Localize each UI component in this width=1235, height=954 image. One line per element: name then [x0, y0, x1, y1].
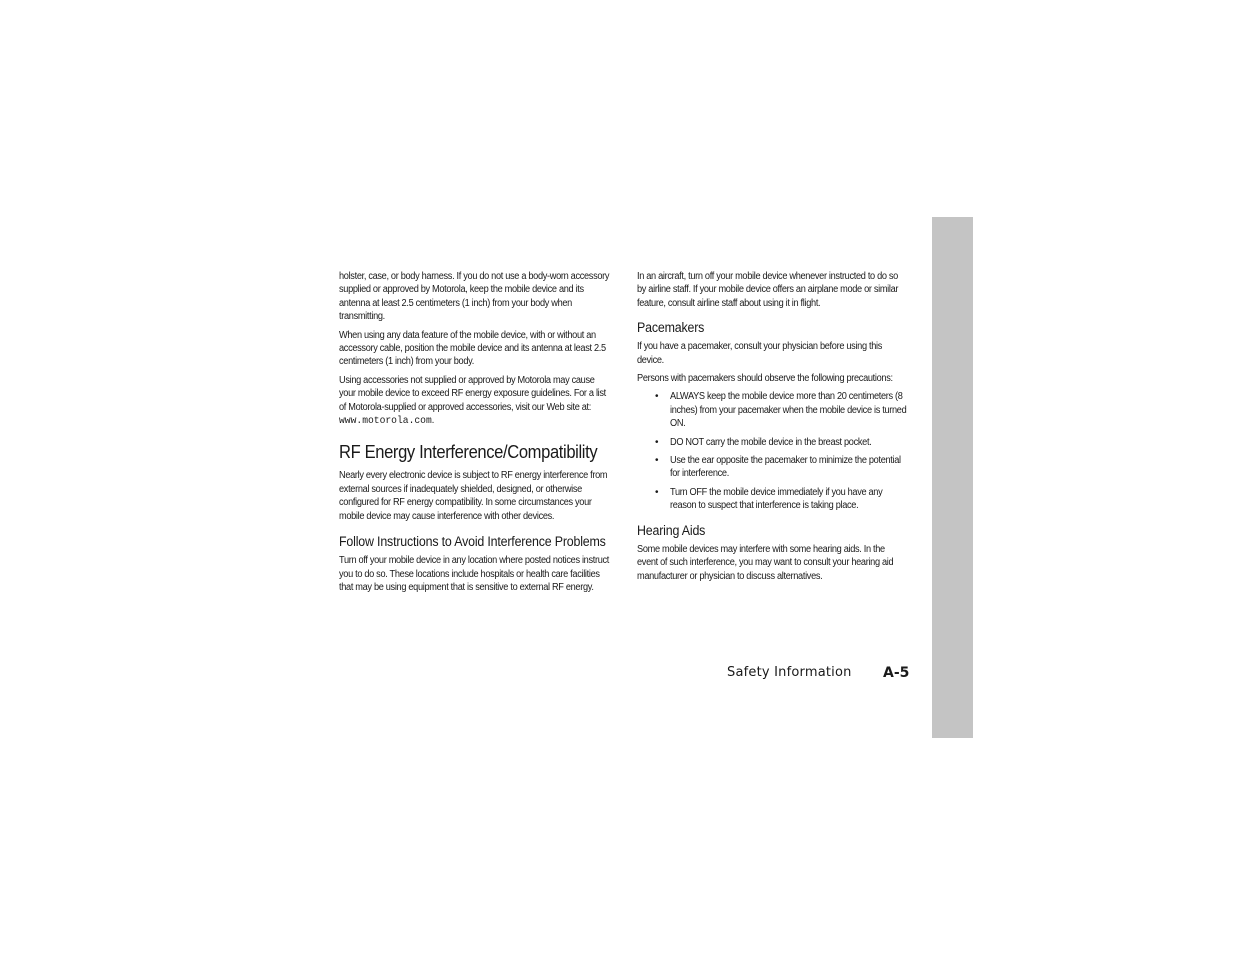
list-item: [637, 454, 907, 481]
bullet-icon: •: [655, 391, 659, 403]
list-item: [637, 390, 907, 430]
list-item-text: Turn OFF the mobile device immediately if you have any reason to suspect that interference is taking place.: [670, 486, 883, 512]
list-item: [637, 486, 907, 513]
pacemakers-heading: Pacemakers: [637, 320, 705, 336]
section-heading: RF Energy Interference/Compatibility: [339, 442, 598, 463]
right-column: [637, 270, 907, 588]
bullet-icon: •: [655, 455, 659, 467]
list-item-text: ALWAYS keep the mobile device more than 20 centimeters (8 inches) from your pacemaker when the mobile device is turned ON.: [670, 391, 907, 430]
section-tab-marker: [932, 217, 973, 738]
list-item: [637, 436, 907, 449]
body-paragraph: Turn off your mobile device in any location where posted notices instruct you to do so. These locations include hospitals or health care facilities that may be using equipment that is sensitive to external RF energy.: [339, 555, 610, 593]
body-text: Using accessories not supplied or approved by Motorola may cause your mobile device to exceed RF energy exposure guidelines. For a list of Motorola-supplied or approved accessories, visit our Web site at:: [339, 374, 606, 413]
list-item-text: Use the ear opposite the pacemaker to minimize the potential for interference.: [670, 455, 901, 480]
body-paragraph: If you have a pacemaker, consult your physician before using this device.: [637, 341, 883, 366]
period: .: [431, 415, 435, 427]
precautions-list: [637, 390, 907, 512]
body-paragraph: In an aircraft, turn off your mobile device whenever instructed to do so by airline staff. If your mobile device offers an airplane mode or similar feature, consult airline staff about using it in flight.: [637, 271, 899, 309]
body-paragraph: Persons with pacemakers should observe the following precautions:: [637, 373, 893, 385]
subsection-heading: Follow Instructions to Avoid Interference Problems: [339, 534, 606, 550]
body-paragraph: When using any data feature of the mobile device, with or without an accessory cable, position the mobile device and its antenna at least 2.5 centimeters (1 inch) from your body.: [339, 329, 606, 368]
list-item-text: DO NOT carry the mobile device in the breast pocket.: [670, 436, 872, 448]
page-number: A-5: [883, 665, 910, 681]
body-paragraph: holster, case, or body harness. If you do not use a body-worn accessory supplied or approved by Motorola, keep the mobile device and its antenna at least 2.5 centimeters (1 inch) from your body when transmitting.: [339, 271, 610, 323]
body-paragraph: Some mobile devices may interfere with some hearing aids. In the event of such interference, you may want to consult your hearing aid manufacturer or physician to discuss alternatives.: [637, 543, 894, 582]
hearing-aids-heading: Hearing Aids: [637, 522, 706, 538]
body-paragraph: Nearly every electronic device is subject to RF energy interference from external sources if inadequately shielded, designed, or otherwise configured for RF energy compatibility. In some circumstances your mobile device may cause interference with other devices.: [339, 470, 608, 522]
bullet-icon: •: [655, 436, 659, 448]
motorola-web-link[interactable]: www.motorola.com: [339, 415, 432, 428]
left-column: [339, 270, 611, 599]
body-paragraph: [339, 374, 609, 429]
bullet-icon: •: [655, 486, 659, 498]
footer-section-title: Safety Information: [727, 665, 852, 680]
